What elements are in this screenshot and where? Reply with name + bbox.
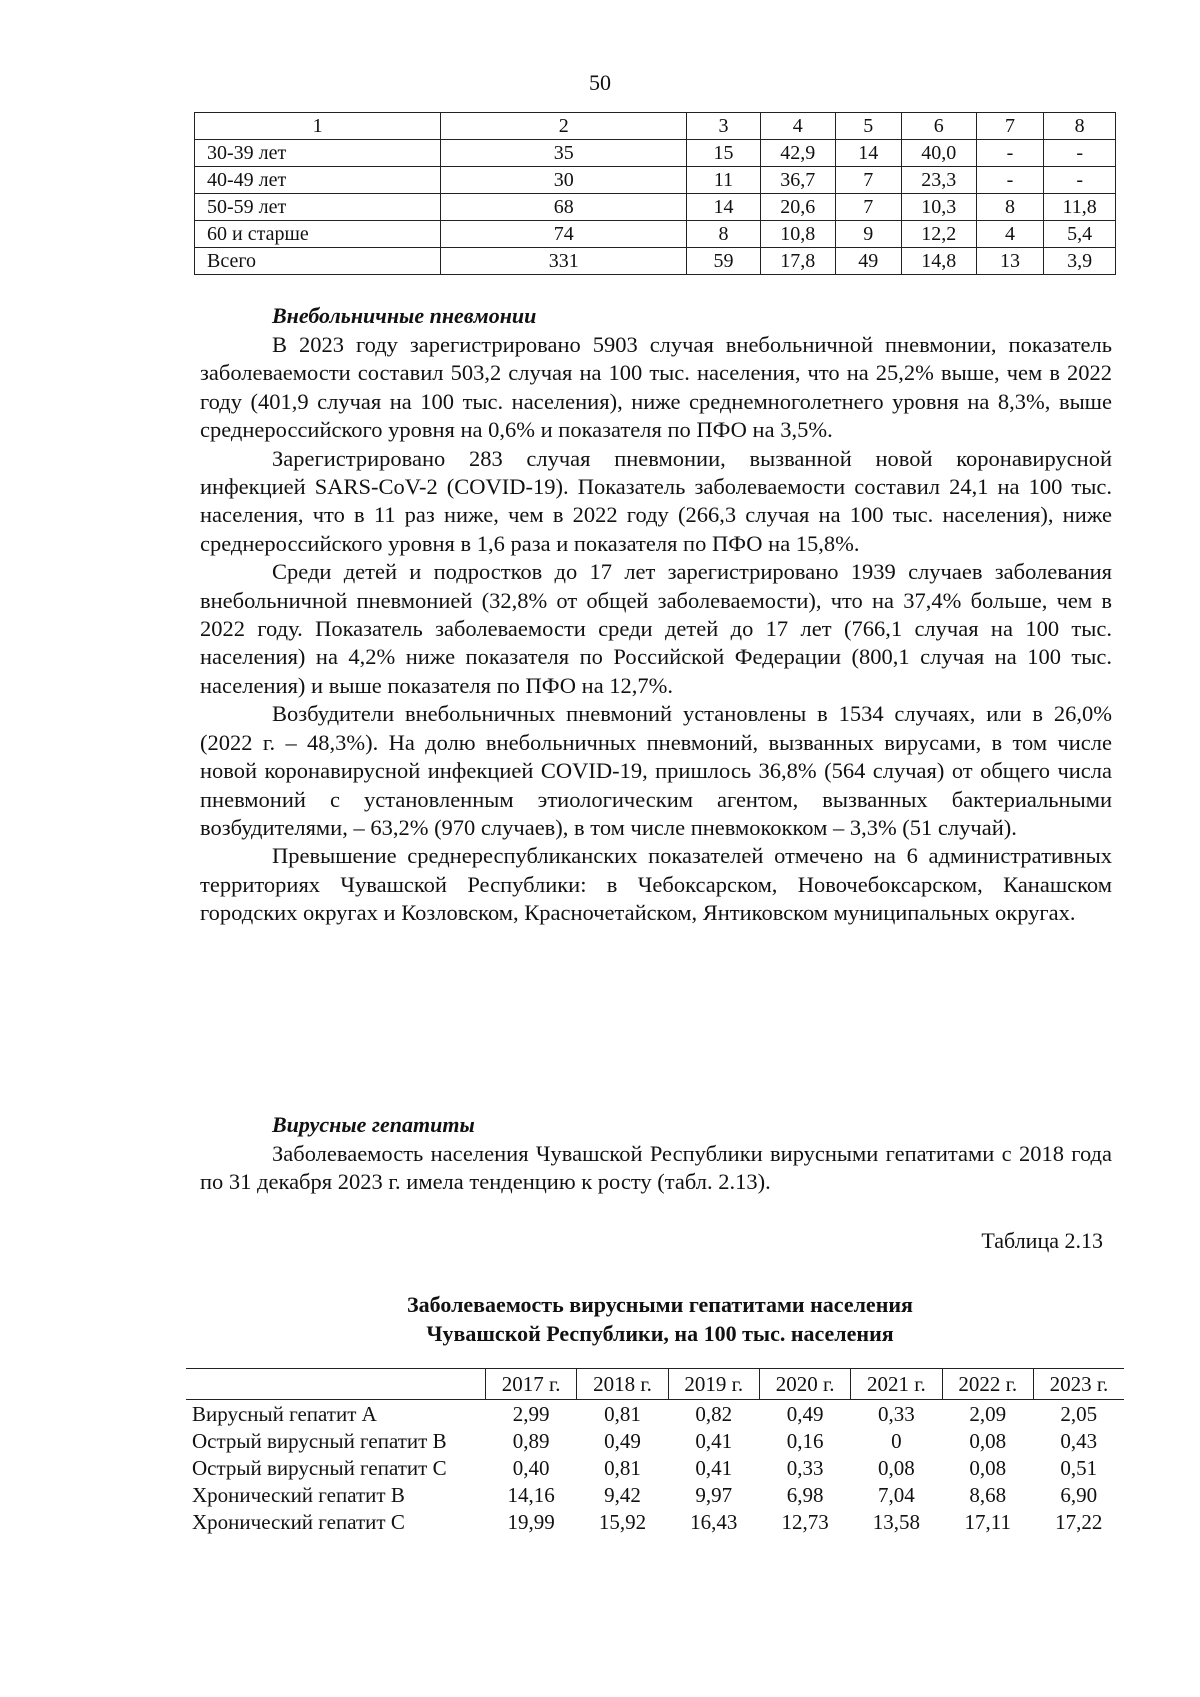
table-cell: 9,97 [695, 1482, 733, 1507]
table-cell: 2,05 [1060, 1401, 1098, 1426]
year-header: 2023 г. [1033, 1369, 1124, 1400]
table-row [195, 194, 1116, 221]
paragraph: В 2023 году зарегистрировано 5903 случая внебольничной пневмонии, показатель заболеваемости составил 503,2 случая на 100 тыс. населения, что на 25,2% выше, чем в 2022 году (401,9 случая на 100 тыс. населения), ниже среднемноголетнего уровня на 8,3%, выше среднероссийского уровня на 0,6% и показателя по ПФО на 3,5%. [200, 332, 1112, 443]
row-label: Острый вирусный гепатит С [192, 1455, 447, 1480]
table-cell: 12,73 [781, 1509, 829, 1534]
row-label: Всего [195, 248, 441, 275]
table-cell: 0,81 [604, 1401, 641, 1426]
table-cell: 0,89 [512, 1428, 550, 1453]
year-header: 2017 г. [486, 1369, 577, 1400]
table-cell: 13 [976, 248, 1044, 275]
table-cell: 7 [835, 194, 901, 221]
column-number: 2 [441, 113, 687, 140]
table-header-row [195, 113, 1116, 140]
table-cell: 49 [835, 248, 901, 275]
table-cell: 0,40 [512, 1455, 550, 1480]
table-cell: 4 [976, 221, 1044, 248]
column-number: 6 [901, 113, 976, 140]
table-cell: 0,33 [786, 1455, 824, 1480]
paragraph: Возбудители внебольничных пневмоний установлены в 1534 случаях, или в 26,0% (2022 г. – 48,3%). На долю внебольничных пневмоний, вызванных вирусами, в том числе новой коронавирусной инфекцией COVID-19, пришлось 36,8% (564 случая) от общего числа пневмоний с установленным этиологическим агентом, вызванных бактериальными возбудителями, – 63,2% (970 случаев), в том числе пневмококком – 3,3% (51 случай). [200, 701, 1112, 840]
table-cell: 5,4 [1044, 221, 1116, 248]
table-cell: 14 [687, 194, 761, 221]
table-title-line: Чувашской Республики, на 100 тыс. населения [426, 1321, 894, 1346]
table-title-line: Заболеваемость вирусными гепатитами населения [407, 1292, 913, 1317]
table-cell: 17,22 [1055, 1509, 1103, 1534]
header-empty-cell [186, 1369, 486, 1400]
row-label: 30-39 лет [195, 140, 441, 167]
age-group-table [194, 112, 1116, 275]
table-cell: 30 [441, 167, 687, 194]
table-cell: 0,43 [1060, 1428, 1098, 1453]
table-row [186, 1481, 1124, 1508]
paragraph: Среди детей и подростков до 17 лет зарегистрировано 1939 случаев заболевания внебольничной пневмонией (32,8% от общей заболеваемости), что на 37,4% больше, чем в 2022 году. Показатель заболеваемости среди детей до 17 лет (766,1 случая на 100 тыс. населения) на 4,2% ниже показателя по Российской Федерации (800,1 случая на 100 тыс. населения) и выше показателя по ПФО на 12,7%. [200, 559, 1112, 698]
table-cell: 11 [687, 167, 761, 194]
column-number: 4 [760, 113, 835, 140]
year-header: 2020 г. [759, 1369, 850, 1400]
table-cell: 11,8 [1044, 194, 1116, 221]
section-title-hepatitis: Вирусные гепатиты [272, 1112, 475, 1137]
table-title [0, 1290, 1200, 1348]
table-cell: 0,33 [878, 1401, 915, 1426]
table-row [195, 248, 1116, 275]
year-header: 2022 г. [942, 1369, 1033, 1400]
year-header: 2021 г. [851, 1369, 942, 1400]
column-number: 3 [687, 113, 761, 140]
table-cell: 8 [687, 221, 761, 248]
column-number: 8 [1044, 113, 1116, 140]
table-cell: 74 [441, 221, 687, 248]
section-body-hepatitis [200, 1140, 1112, 1197]
hepatitis-table [186, 1368, 1124, 1535]
table-cell: - [1044, 140, 1116, 167]
table-cell: 0,16 [786, 1428, 824, 1453]
table-cell: 59 [687, 248, 761, 275]
table-header-row [186, 1369, 1124, 1400]
year-header: 2018 г. [577, 1369, 668, 1400]
table-cell: 10,8 [760, 221, 835, 248]
table-cell: 0,49 [786, 1401, 824, 1426]
table-cell: 7 [835, 167, 901, 194]
row-label: 50-59 лет [195, 194, 441, 221]
table-cell: 17,8 [760, 248, 835, 275]
table-cell: 2,99 [512, 1401, 550, 1426]
table-cell: 0,08 [878, 1455, 915, 1480]
table-cell: 8 [976, 194, 1044, 221]
table-cell: - [976, 167, 1044, 194]
table-row [186, 1400, 1124, 1428]
table-cell: 15 [687, 140, 761, 167]
column-number: 7 [976, 113, 1044, 140]
row-label: 40-49 лет [195, 167, 441, 194]
table-cell: 19,99 [507, 1509, 555, 1534]
table-cell: 7,04 [878, 1482, 915, 1507]
page-number: 50 [589, 70, 611, 95]
table-cell: 3,9 [1044, 248, 1116, 275]
table-cell: 12,2 [901, 221, 976, 248]
column-number: 5 [835, 113, 901, 140]
table-cell: 14 [835, 140, 901, 167]
column-number: 1 [195, 113, 441, 140]
table-cell: 14,8 [901, 248, 976, 275]
table-row [195, 140, 1116, 167]
table-cell: 0,81 [604, 1455, 641, 1480]
table-cell: 36,7 [760, 167, 835, 194]
table-cell: 15,92 [598, 1509, 647, 1534]
table-cell: - [976, 140, 1044, 167]
table-cell: 40,0 [901, 140, 976, 167]
table-cell: 9 [835, 221, 901, 248]
paragraph: Заболеваемость населения Чувашской Республики вирусными гепатитами с 2018 года по 31 декабря 2023 г. имела тенденцию к росту (табл. 2.13). [200, 1141, 1112, 1195]
year-header: 2019 г. [668, 1369, 759, 1400]
row-label: Хронический гепатит С [192, 1509, 405, 1534]
section-body-pneumonia [200, 331, 1112, 928]
table-cell: 0,82 [695, 1401, 733, 1426]
row-label: Хронический гепатит В [192, 1482, 405, 1507]
row-label: Вирусный гепатит А [192, 1401, 377, 1426]
paragraph: Превышение среднереспубликанских показателей отмечено на 6 административных территориях Чувашской Республики: в Чебоксарском, Новочебоксарском, Канашском городских округах и Козловском, Красночетайском, Янтиковском муниципальных округах. [200, 843, 1112, 926]
table-cell: 16,43 [690, 1509, 738, 1534]
table-row [186, 1508, 1124, 1535]
table-row [195, 221, 1116, 248]
table-cell: 23,3 [901, 167, 976, 194]
table-cell: 0,08 [969, 1428, 1007, 1453]
table-cell: 6,90 [1060, 1482, 1098, 1507]
row-label: Острый вирусный гепатит В [192, 1428, 447, 1453]
section-title-pneumonia: Внебольничные пневмонии [272, 303, 537, 328]
table-cell: 10,3 [901, 194, 976, 221]
table-cell: 0,49 [604, 1428, 641, 1453]
row-label: 60 и старше [195, 221, 441, 248]
table-row [186, 1454, 1124, 1481]
table-cell: - [1044, 167, 1116, 194]
table-row [195, 167, 1116, 194]
table-cell: 6,98 [786, 1482, 824, 1507]
table-cell: 14,16 [507, 1482, 555, 1507]
table-cell: 0,08 [969, 1455, 1007, 1480]
table-cell: 68 [441, 194, 687, 221]
table-cell: 20,6 [760, 194, 835, 221]
table-cell: 0,41 [695, 1455, 733, 1480]
table-cell: 331 [441, 248, 687, 275]
table-cell: 0,51 [1060, 1455, 1098, 1480]
paragraph: Зарегистрировано 283 случая пневмонии, вызванной новой коронавирусной инфекцией SARS-CoV-2 (COVID-19). Показатель заболеваемости составил 24,1 на 100 тыс. населения, что в 11 раз ниже, чем в 2022 году (266,3 случая на 100 тыс. населения), ниже среднероссийского уровня в 1,6 раза и показателя по ПФО на 15,8%. [200, 445, 1112, 556]
table-cell: 13,58 [872, 1509, 921, 1534]
table-cell: 0,41 [695, 1428, 733, 1453]
table-cell: 2,09 [969, 1401, 1007, 1426]
table-cell: 0 [891, 1428, 902, 1453]
table-cell: 42,9 [760, 140, 835, 167]
table-row [186, 1427, 1124, 1454]
table-cell: 8,68 [969, 1482, 1007, 1507]
table-cell: 17,11 [964, 1509, 1011, 1534]
table-cell: 9,42 [604, 1482, 641, 1507]
table-cell: 35 [441, 140, 687, 167]
table-label: Таблица 2.13 [981, 1228, 1103, 1253]
